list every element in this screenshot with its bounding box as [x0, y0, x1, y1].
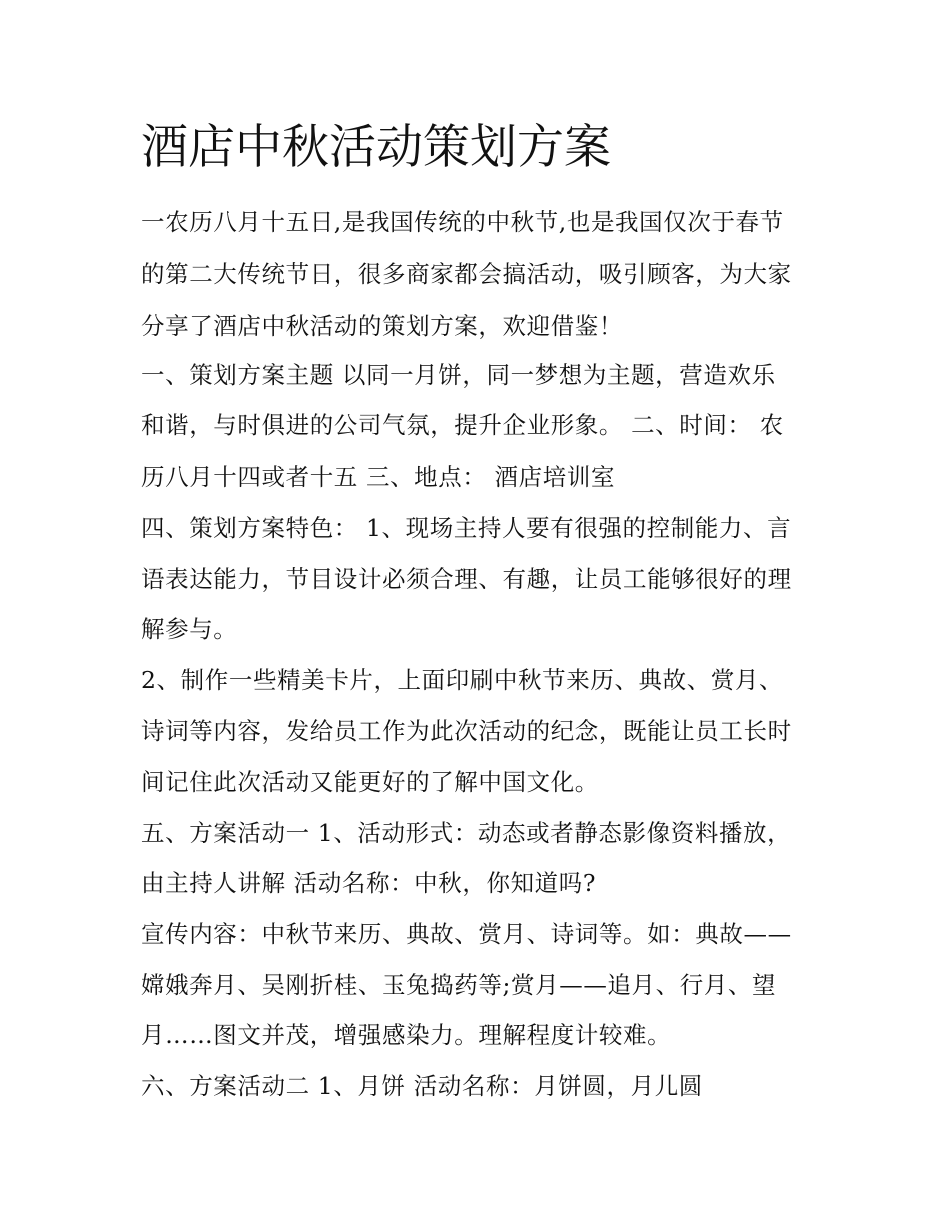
body-line: 和谐，与时俱进的公司气氛，提升企业形象。 二、时间： 农	[141, 411, 784, 439]
body-line: 语表达能力，节目设计必须合理、有趣，让员工能够很好的理	[141, 565, 792, 593]
body-line: 间记住此次活动又能更好的了解中国文化。	[141, 768, 599, 796]
body-line: 解参与。	[141, 615, 238, 643]
body-line: 四、策划方案特色： 1、现场主持人要有很强的控制能力、言	[141, 514, 792, 542]
body-line: 诗词等内容，发给员工作为此次活动的纪念，既能让员工长时	[141, 717, 792, 745]
body-line: 历八月十四或者十五 三、地点： 酒店培训室	[141, 463, 616, 491]
document-title: 酒店中秋活动策划方案	[141, 120, 611, 175]
body-line: 六、方案活动二 1、月饼 活动名称：月饼圆，月儿圆	[141, 1072, 703, 1100]
body-line: 2、制作一些精美卡片，上面印刷中秋节来历、典故、赏月、	[141, 666, 784, 694]
body-line: 五、方案活动一 1、活动形式：动态或者静态影像资料播放，	[141, 819, 792, 847]
body-line: 由主持人讲解 活动名称：中秋，你知道吗?	[141, 869, 597, 897]
body-line: 一农历八月十五日,是我国传统的中秋节,也是我国仅次于春节	[141, 208, 784, 236]
body-line: 的第二大传统节日，很多商家都会搞活动，吸引顾客，为大家	[141, 260, 792, 288]
body-line: 宣传内容：中秋节来历、典故、赏月、诗词等。如：典故——	[141, 920, 792, 948]
body-line: 月……图文并茂，增强感染力。理解程度计较难。	[141, 1021, 672, 1049]
body-line: 嫦娥奔月、吴刚折桂、玉兔捣药等;赏月——追月、行月、望	[141, 971, 777, 999]
body-line: 一、策划方案主题 以同一月饼，同一梦想为主题，营造欢乐	[141, 361, 776, 389]
body-line: 分享了酒店中秋活动的策划方案，欢迎借鉴！	[141, 312, 623, 340]
